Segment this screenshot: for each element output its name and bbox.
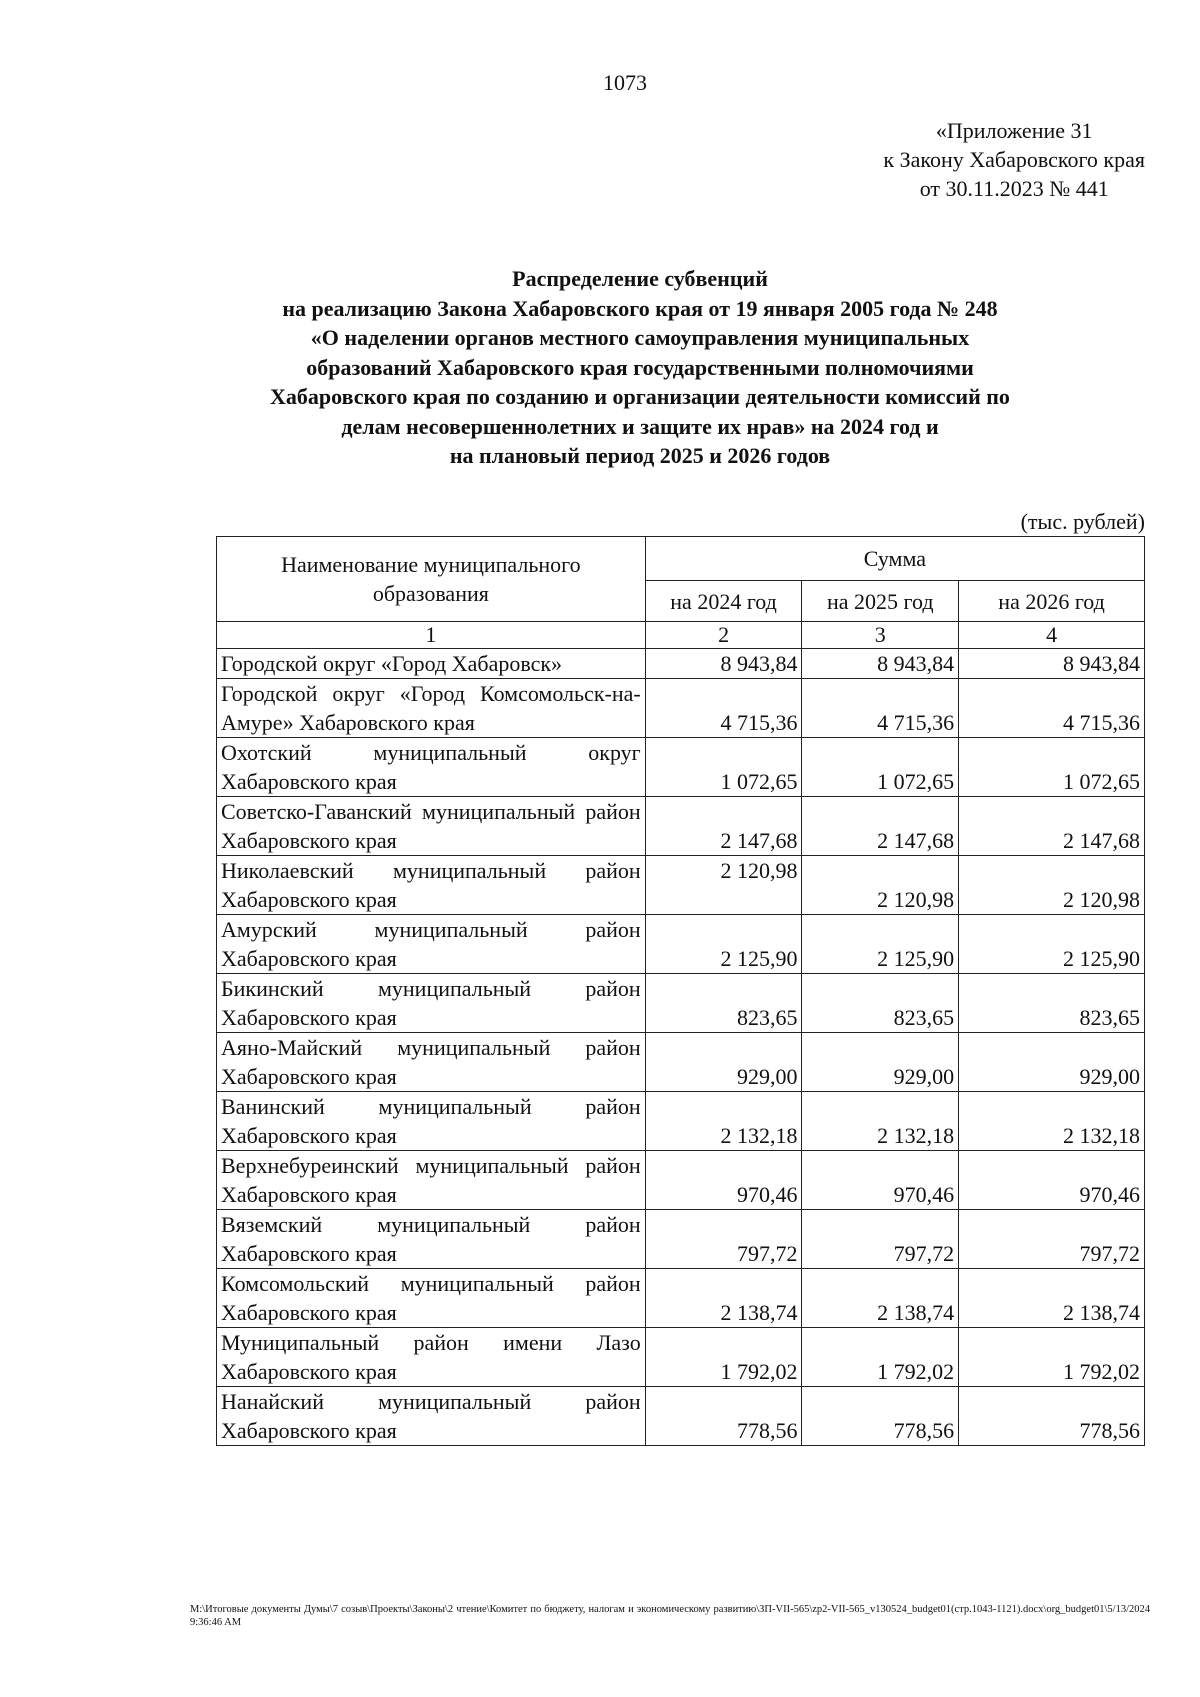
amount-2026: 2 120,98 — [959, 856, 1145, 915]
amount-2024: 8 943,84 — [645, 649, 802, 679]
amount-2025: 778,56 — [802, 1387, 959, 1446]
table-row — [217, 797, 1145, 856]
amount-2026: 2 132,18 — [959, 1092, 1145, 1151]
amount-2025: 2 147,68 — [802, 797, 959, 856]
amount-2025: 823,65 — [802, 974, 959, 1033]
municipality-name: Нанайский муниципальный район Хабаровского края — [217, 1387, 646, 1446]
title-line: на плановый период 2025 и 2026 годов — [449, 443, 831, 468]
amount-2024: 2 125,90 — [645, 915, 802, 974]
table-row — [217, 915, 1145, 974]
amount-2026: 929,00 — [959, 1033, 1145, 1092]
annex-line-1: «Приложение 31 — [935, 118, 1093, 143]
amount-2024: 2 147,68 — [645, 797, 802, 856]
table-row — [217, 1151, 1145, 1210]
municipality-name: Николаевский муниципальный район Хабаровского края — [217, 856, 646, 915]
amount-2026: 1 072,65 — [959, 738, 1145, 797]
file-path-footer: M:\Итоговые документы Думы\7 созыв\Проекты\Законы\2 чтение\Комитет по бюджету, налогам и экономическому развитию\ЗП-VII-565\zp2-VII-565_v130524_budget01(стр.1043-1121).docx\org_budget01\5/13/2024 9:36:46 AM — [190, 1604, 1150, 1628]
municipality-name: Бикинский муниципальный район Хабаровского края — [217, 974, 646, 1033]
amount-2025: 2 125,90 — [802, 915, 959, 974]
table-row — [217, 738, 1145, 797]
amount-2024: 929,00 — [645, 1033, 802, 1092]
municipality-name: Охотский муниципальный округ Хабаровского края — [217, 738, 646, 797]
page-number: 1073 — [603, 70, 647, 95]
municipality-name: Верхнебуреинский муниципальный район Хабаровского края — [217, 1151, 646, 1210]
column-number: 3 — [802, 622, 959, 649]
amount-2025: 1 792,02 — [802, 1328, 959, 1387]
annex-line-3: от 30.11.2023 № 441 — [919, 176, 1109, 201]
subsidy-table — [216, 536, 1145, 1446]
amount-2026: 970,46 — [959, 1151, 1145, 1210]
annex-reference — [883, 116, 1145, 203]
amount-2024: 797,72 — [645, 1210, 802, 1269]
title-line: делам несовершеннолетних и защите их нрав» на 2024 год и — [341, 413, 939, 439]
document-title — [170, 264, 1110, 471]
municipality-name: Муниципальный район имени Лазо Хабаровского края — [217, 1328, 646, 1387]
amount-2025: 2 120,98 — [802, 856, 959, 915]
municipality-name: Городской округ «Город Комсомольск-на-Амуре» Хабаровского края — [217, 679, 646, 738]
table-row — [217, 649, 1145, 679]
table-row — [217, 679, 1145, 738]
amount-2025: 797,72 — [802, 1210, 959, 1269]
amount-2025: 8 943,84 — [802, 649, 959, 679]
header-year-2024: на 2024 год — [645, 581, 802, 622]
amount-2026: 797,72 — [959, 1210, 1145, 1269]
amount-2025: 2 132,18 — [802, 1092, 959, 1151]
title-line: Распределение субвенций — [512, 266, 768, 291]
header-name: Наименование муниципального образования — [217, 537, 646, 622]
table-row — [217, 1210, 1145, 1269]
amount-2025: 970,46 — [802, 1151, 959, 1210]
amount-2024: 778,56 — [645, 1387, 802, 1446]
annex-line-2: к Закону Хабаровского края — [883, 147, 1145, 172]
municipality-name: Комсомольский муниципальный район Хабаровского края — [217, 1269, 646, 1328]
amount-2024: 970,46 — [645, 1151, 802, 1210]
amount-2025: 4 715,36 — [802, 679, 959, 738]
table-row — [217, 1033, 1145, 1092]
amount-2024: 1 792,02 — [645, 1328, 802, 1387]
amount-2025: 2 138,74 — [802, 1269, 959, 1328]
municipality-name: Аяно-Майский муниципальный район Хабаровского края — [217, 1033, 646, 1092]
units-label: (тыс. рублей) — [1020, 509, 1145, 534]
amount-2026: 2 147,68 — [959, 797, 1145, 856]
title-line: «О наделении органов местного самоуправления муниципальных — [310, 325, 970, 350]
municipality-name: Советско-Гаванский муниципальный район Хабаровского края — [217, 797, 646, 856]
municipality-name: Амурский муниципальный район Хабаровского края — [217, 915, 646, 974]
header-year-2025: на 2025 год — [802, 581, 959, 622]
amount-2024: 4 715,36 — [645, 679, 802, 738]
municipality-name: Ванинский муниципальный район Хабаровского края — [217, 1092, 646, 1151]
amount-2026: 2 125,90 — [959, 915, 1145, 974]
table-row — [217, 1269, 1145, 1328]
column-number-row — [217, 622, 1145, 649]
title-line: образований Хабаровского края государственными полномочиями — [306, 354, 974, 380]
table-row — [217, 974, 1145, 1033]
header-year-2026: на 2026 год — [959, 581, 1145, 622]
amount-2024: 823,65 — [645, 974, 802, 1033]
title-line: Хабаровского края по созданию и организации деятельности комиссий по — [270, 384, 1010, 409]
municipality-name: Городской округ «Город Хабаровск» — [217, 649, 646, 679]
amount-2024: 2 120,98 — [645, 856, 802, 915]
amount-2024: 2 138,74 — [645, 1269, 802, 1328]
amount-2026: 823,65 — [959, 974, 1145, 1033]
column-number: 1 — [217, 622, 646, 649]
municipality-name: Вяземский муниципальный район Хабаровского края — [217, 1210, 646, 1269]
amount-2026: 2 138,74 — [959, 1269, 1145, 1328]
amount-2025: 1 072,65 — [802, 738, 959, 797]
amount-2024: 1 072,65 — [645, 738, 802, 797]
amount-2026: 4 715,36 — [959, 679, 1145, 738]
column-number: 4 — [959, 622, 1145, 649]
table-row — [217, 1092, 1145, 1151]
amount-2026: 8 943,84 — [959, 649, 1145, 679]
amount-2025: 929,00 — [802, 1033, 959, 1092]
column-number: 2 — [645, 622, 802, 649]
table-row — [217, 1387, 1145, 1446]
header-sum: Сумма — [645, 537, 1144, 581]
amount-2026: 1 792,02 — [959, 1328, 1145, 1387]
amount-2024: 2 132,18 — [645, 1092, 802, 1151]
table-row — [217, 856, 1145, 915]
title-line: на реализацию Закона Хабаровского края от 19 января 2005 года № 248 — [282, 295, 998, 321]
table-row — [217, 1328, 1145, 1387]
amount-2026: 778,56 — [959, 1387, 1145, 1446]
